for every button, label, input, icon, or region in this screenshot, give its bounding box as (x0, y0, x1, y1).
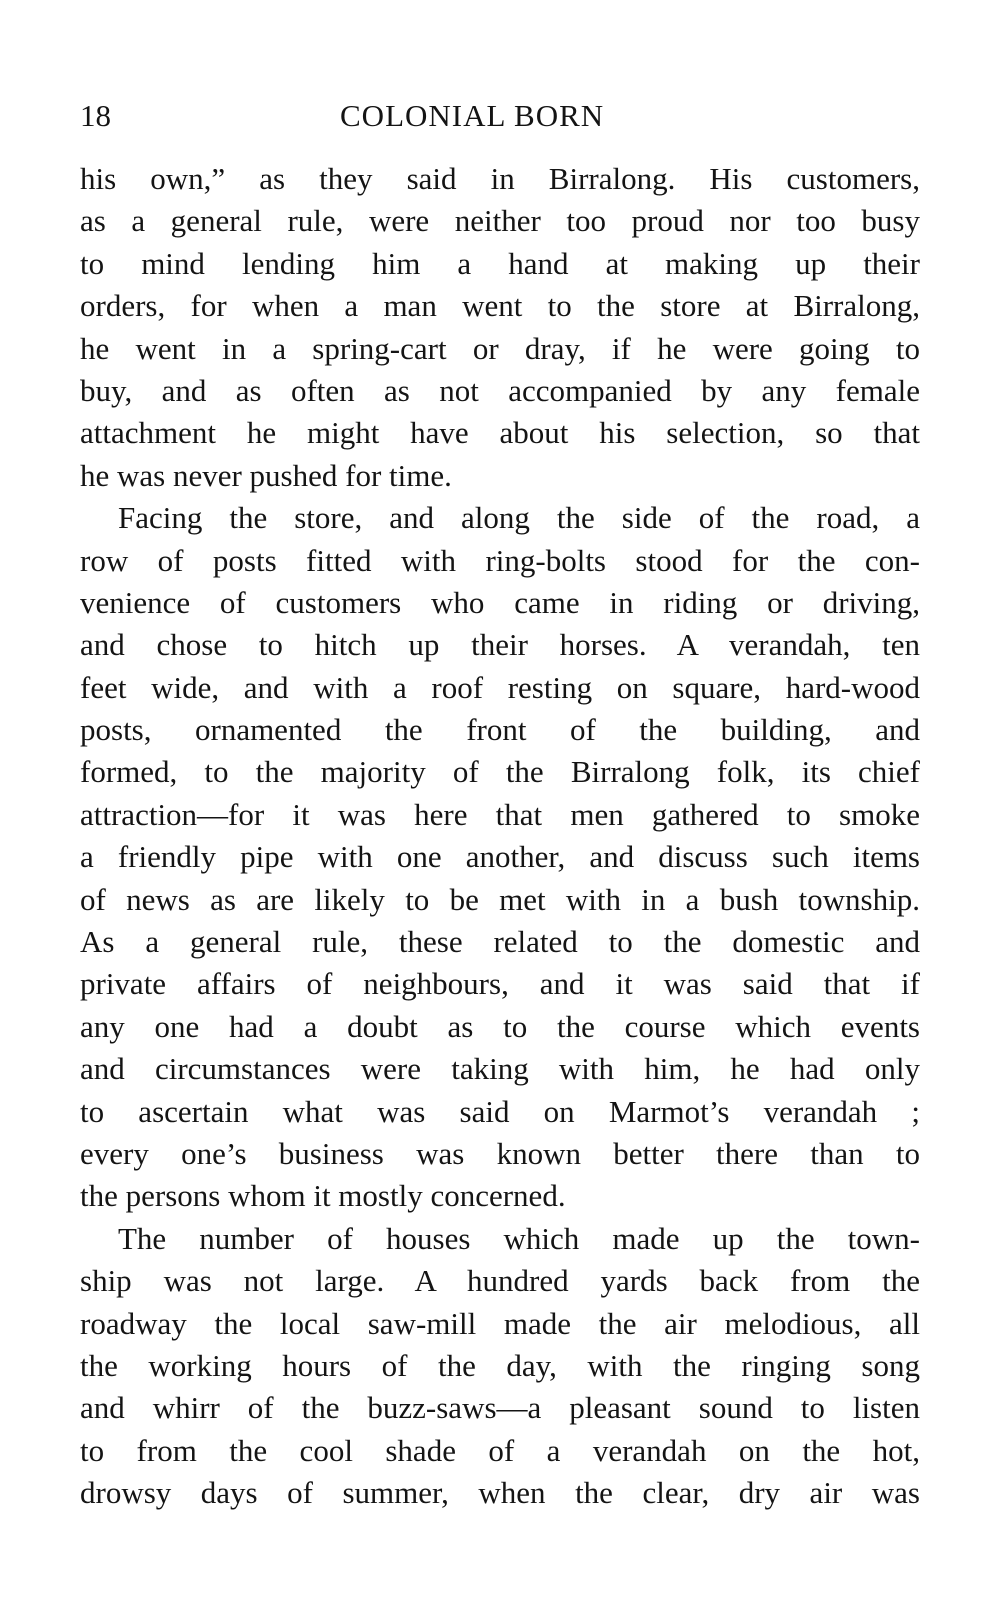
text-line: ship was not large. A hundred yards back from the (80, 1263, 920, 1299)
text-line: every one’s business was known better there than to (80, 1135, 920, 1171)
paragraph-2 (80, 497, 920, 1218)
text-line: Facing the store, and along the side of the road, a (118, 500, 920, 536)
text-line: the working hours of the day, with the ringing song (80, 1347, 920, 1383)
text-line: orders, for when a man went to the store at Birralong, (80, 288, 920, 324)
paragraph-3 (80, 1218, 920, 1515)
text-line: as a general rule, were neither too proud nor too busy (80, 203, 920, 239)
text-line: row of posts fitted with ring-bolts stood for the con- (80, 542, 920, 578)
text-line: any one had a doubt as to the course which events (80, 1008, 920, 1044)
body-text (80, 158, 920, 1515)
text-line: and chose to hitch up their horses. A verandah, ten (80, 627, 920, 663)
text-line: attraction—for it was here that men gathered to smoke (80, 796, 920, 832)
text-line: feet wide, and with a roof resting on square, hard-wood (80, 669, 920, 705)
book-title: COLONIAL BORN (340, 98, 605, 133)
text-line: private affairs of neighbours, and it was said that if (80, 966, 920, 1002)
text-line: formed, to the majority of the Birralong folk, its chief (80, 754, 920, 790)
text-line: The number of houses which made up the town- (118, 1220, 920, 1256)
text-line: the persons whom it mostly concerned. (80, 1178, 566, 1214)
text-line: he was never pushed for time. (80, 457, 452, 493)
text-line: venience of customers who came in riding or driving, (80, 584, 920, 620)
text-line: he went in a spring-cart or dray, if he were going to (80, 330, 920, 366)
text-line: of news as are likely to be met with in a bush township. (80, 881, 920, 917)
text-line: to ascertain what was said on Marmot’s verandah ; (80, 1093, 920, 1129)
text-line: As a general rule, these related to the domestic and (80, 924, 920, 960)
text-line: a friendly pipe with one another, and discuss such items (80, 839, 920, 875)
text-line: posts, ornamented the front of the building, and (80, 712, 920, 748)
text-line: attachment he might have about his selection, so that (80, 415, 920, 451)
page-number: 18 (80, 98, 111, 133)
running-head (80, 96, 920, 136)
text-line: to from the cool shade of a verandah on the hot, (80, 1432, 920, 1468)
text-line: and circumstances were taking with him, he had only (80, 1051, 920, 1087)
text-line: drowsy days of summer, when the clear, dry air was (80, 1475, 920, 1511)
text-line: buy, and as often as not accompanied by any female (80, 372, 920, 408)
text-line: and whirr of the buzz-saws—a pleasant sound to listen (80, 1390, 920, 1426)
text-line: roadway the local saw-mill made the air melodious, all (80, 1305, 920, 1341)
text-line: his own,” as they said in Birralong. His customers, (80, 161, 920, 196)
paragraph-1 (80, 158, 920, 497)
text-line: to mind lending him a hand at making up their (80, 245, 920, 281)
